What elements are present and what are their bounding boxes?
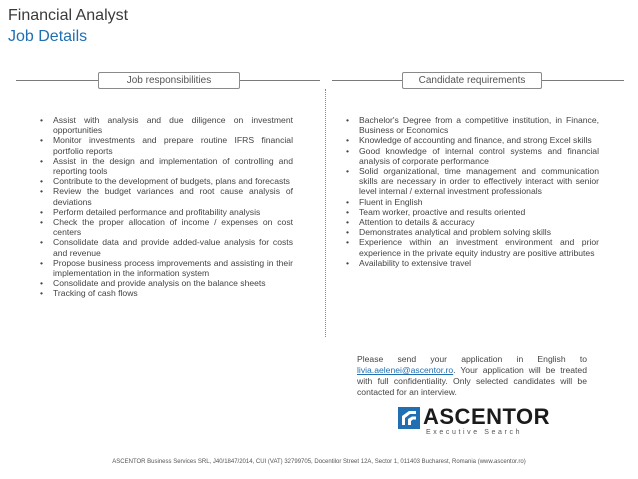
section-label-responsibilities: Job responsibilities — [98, 72, 240, 89]
footer — [0, 459, 638, 465]
logo-mark-icon — [398, 407, 420, 429]
application-text: . Your application will be treated with full confidentiality. Only selected candidates will be contacted for an interview. — [357, 365, 587, 397]
list-item: • Team worker, proactive and results oriented — [344, 207, 599, 217]
list-item: • Availability to extensive travel — [344, 258, 599, 268]
list-item: • Fluent in English — [344, 197, 599, 207]
requirements-list — [344, 115, 599, 268]
page-subtitle: Job Details — [8, 28, 88, 45]
company-logo — [398, 404, 551, 441]
application-note — [357, 354, 587, 398]
divider — [16, 80, 98, 81]
page-title: Financial Analyst — [8, 7, 129, 24]
list-item: • Assist in the design and implementation of controlling and reporting tools — [38, 156, 293, 176]
list-item: • Attention to details & accuracy — [344, 217, 599, 227]
email-link[interactable]: livia.aelenei@ascentor.ro — [357, 365, 454, 375]
list-item: • Experience within an investment environment and prior experience in the private equity industry are positive attributes — [344, 237, 599, 257]
list-item: • Solid organizational, time management and communication skills are necessary in order to effectively interact with senior level internal / external investment professionals — [344, 166, 599, 197]
divider — [332, 80, 402, 81]
divider — [542, 80, 624, 81]
list-item: • Monitor investments and prepare routine IFRS financial portfolio reports — [38, 135, 293, 155]
footer-text: ASCENTOR Business Services SRL, J40/1847/2014, CUI (VAT) 32799705, Docentilor Street 12A, Sector 1, 011403 Bucharest, Romania (www.ascentor.ro) — [112, 459, 526, 465]
responsibilities-list — [38, 115, 293, 299]
list-item: • Contribute to the development of budgets, plans and forecasts — [38, 176, 293, 186]
application-text: Please send your application in English to — [357, 354, 587, 364]
list-item: • Review the budget variances and root cause analysis of deviations — [38, 186, 293, 206]
list-item: • Propose business process improvements and assisting in their implementation in the information system — [38, 258, 293, 278]
list-item: • Check the proper allocation of income / expenses on cost centers — [38, 217, 293, 237]
list-item: • Demonstrates analytical and problem solving skills — [344, 227, 599, 237]
list-item: • Perform detailed performance and profitability analysis — [38, 207, 293, 217]
divider — [240, 80, 320, 81]
list-item: • Consolidate and provide analysis on the balance sheets — [38, 278, 293, 288]
list-item: • Good knowledge of internal control systems and financial analysis of corporate performance — [344, 146, 599, 166]
logo-tagline: Executive Search — [426, 429, 523, 436]
list-item: • Consolidate data and provide added-value analysis for costs and revenue — [38, 237, 293, 257]
section-label-requirements: Candidate requirements — [402, 72, 542, 89]
column-divider — [325, 89, 326, 337]
list-item: • Bachelor's Degree from a competitive institution, in Finance, Business or Economics — [344, 115, 599, 135]
logo-name: ASCENTOR — [423, 404, 551, 429]
list-item: • Tracking of cash flows — [38, 288, 293, 298]
list-item: • Knowledge of accounting and finance, and strong Excel skills — [344, 135, 599, 145]
list-item: • Assist with analysis and due diligence on investment opportunities — [38, 115, 293, 135]
